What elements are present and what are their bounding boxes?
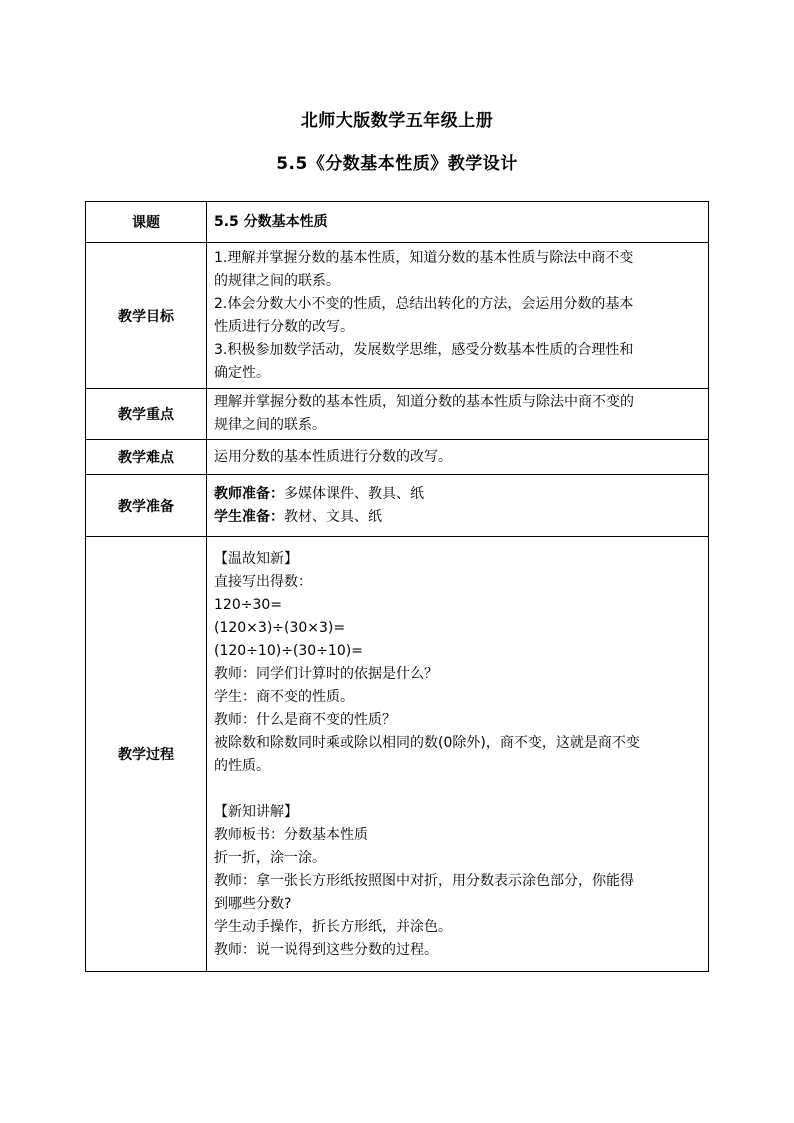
prep-label: 教学准备 bbox=[86, 475, 207, 537]
process-line: 教师板书：分数基本性质 bbox=[214, 827, 368, 843]
teacher-prep bbox=[214, 483, 702, 506]
key-line: 理解并掌握分数的基本性质，知道分数的基本性质与除法中商不变的 bbox=[214, 394, 634, 410]
topic-value: 5.5 分数基本性质 bbox=[207, 202, 709, 243]
teacher-prep-label: 教师准备： bbox=[214, 485, 284, 502]
process-line: 折一折，涂一涂。 bbox=[214, 850, 326, 866]
process-line: (120×3)÷(30×3)= bbox=[214, 620, 346, 636]
process-line: 被除数和除数同时乘或除以相同的数(0除外)，商不变，这就是商不变 bbox=[214, 735, 640, 751]
student-prep-label: 学生准备： bbox=[214, 508, 284, 525]
process-line: 的性质。 bbox=[214, 758, 270, 774]
process-label: 教学过程 bbox=[86, 537, 207, 972]
process-line: 直接写出得数： bbox=[214, 574, 312, 590]
process-line: 学生动手操作，折长方形纸，并涂色。 bbox=[214, 919, 452, 935]
process-line: 教师：说一说得到这些分数的过程。 bbox=[214, 942, 438, 958]
teacher-prep-value: 多媒体课件、教具、纸 bbox=[284, 485, 424, 502]
row-goals bbox=[86, 243, 709, 389]
goals-line: 确定性。 bbox=[214, 364, 270, 381]
process-line: 120÷30= bbox=[214, 597, 282, 613]
difficulty-label: 教学难点 bbox=[86, 440, 207, 475]
topic-label: 课题 bbox=[86, 202, 207, 243]
key-label: 教学重点 bbox=[86, 389, 207, 440]
key-line: 规律之间的联系。 bbox=[214, 417, 326, 433]
process-content bbox=[207, 537, 709, 972]
student-prep bbox=[214, 506, 702, 529]
goals-line: 性质进行分数的改写。 bbox=[214, 318, 354, 335]
goals-line: 1.理解并掌握分数的基本性质，知道分数的基本性质与除法中商不变 bbox=[214, 249, 634, 266]
goals-line: 3.积极参加数学活动，发展数学思维，感受分数基本性质的合理性和 bbox=[214, 341, 634, 358]
process-line: (120÷10)÷(30÷10)= bbox=[214, 643, 363, 659]
row-topic bbox=[86, 202, 709, 243]
document-subtitle: 5.5《分数基本性质》教学设计 bbox=[276, 154, 518, 174]
goals-line: 2.体会分数大小不变的性质，总结出转化的方法，会运用分数的基本 bbox=[214, 295, 634, 312]
blank-line bbox=[214, 778, 702, 801]
goals-line: 的规律之间的联系。 bbox=[214, 272, 340, 289]
process-line: 到哪些分数? bbox=[214, 896, 292, 912]
process-line: 【温故知新】 bbox=[214, 551, 298, 567]
process-line: 教师：同学们计算时的依据是什么？ bbox=[214, 666, 438, 682]
row-difficulty bbox=[86, 440, 709, 475]
document-title: 北师大版数学五年级上册 bbox=[300, 111, 494, 131]
row-key-points bbox=[86, 389, 709, 440]
student-prep-value: 教材、文具、纸 bbox=[284, 508, 382, 525]
key-content bbox=[207, 389, 709, 440]
row-preparation bbox=[86, 475, 709, 537]
prep-content bbox=[207, 475, 709, 537]
goals-content bbox=[207, 243, 709, 389]
lesson-plan-table bbox=[85, 201, 709, 972]
goals-label: 教学目标 bbox=[86, 243, 207, 389]
process-line: 教师：拿一张长方形纸按照图中对折，用分数表示涂色部分，你能得 bbox=[214, 873, 634, 889]
difficulty-value: 运用分数的基本性质进行分数的改写。 bbox=[207, 440, 709, 475]
process-line: 学生：商不变的性质。 bbox=[214, 689, 354, 705]
process-line: 教师：什么是商不变的性质？ bbox=[214, 712, 396, 728]
row-process bbox=[86, 537, 709, 972]
process-line: 【新知讲解】 bbox=[214, 804, 298, 820]
